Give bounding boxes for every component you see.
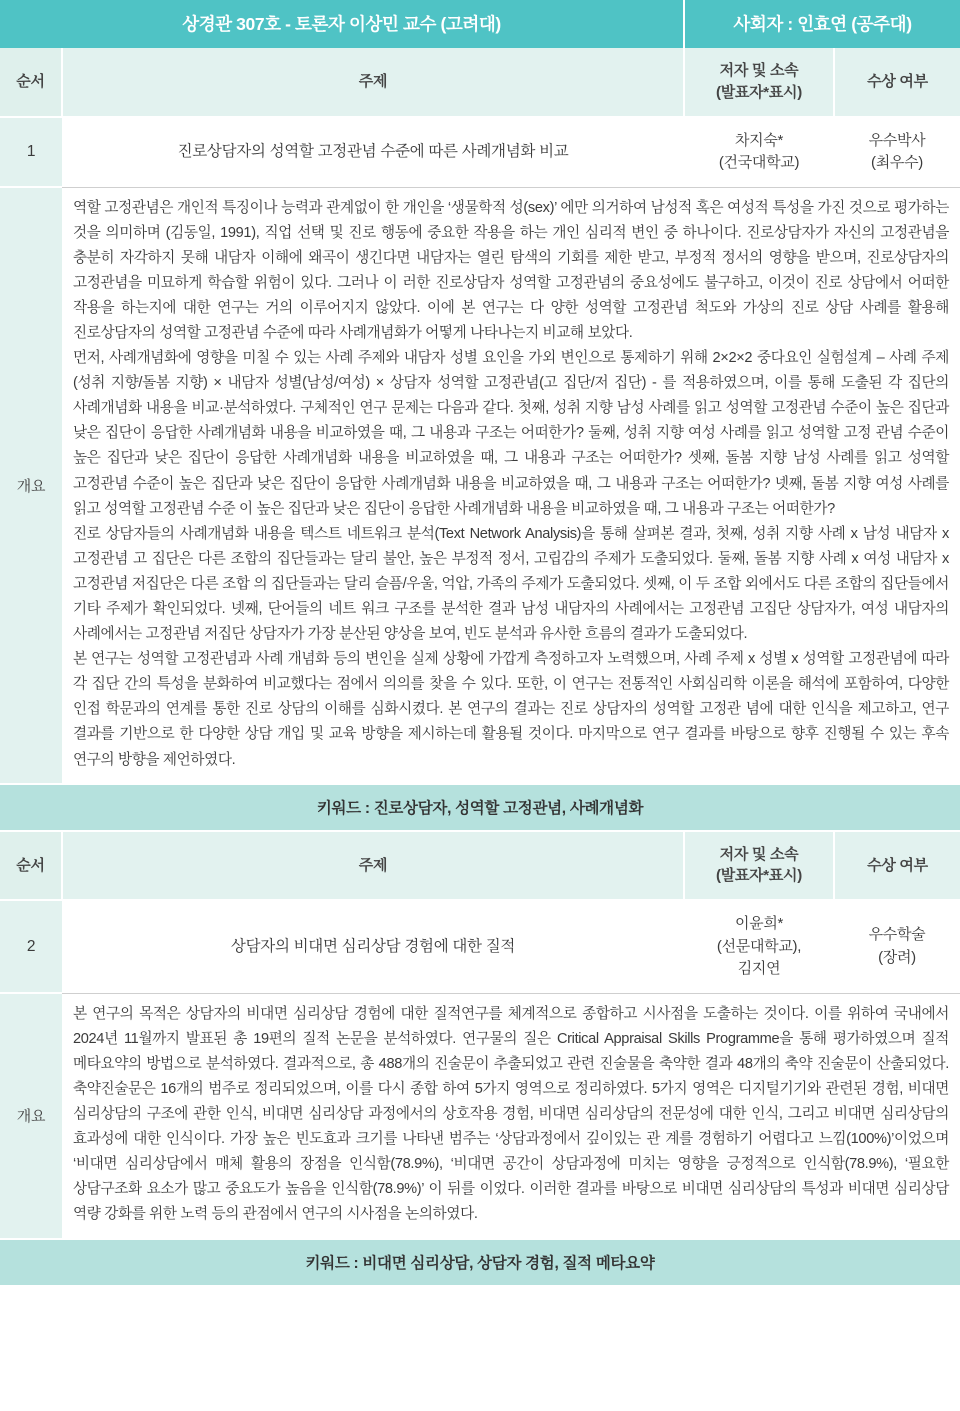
abstract-paragraph: 역할 고정관념은 개인적 특징이나 능력과 관계없이 한 개인을 ‘생물학적 성(sex)’ 에만 의거하여 남성적 혹은 여성적 특성을 가진 것으로 평가하는 것을 의미하며 (김동일, 1991), 직업 선택 및 진로 행동에 중요한 작용을 하는 개인 심리적 변인 중 하나이다. 진로상담자가 자신의 고정관념을 충분히 자각하지 못해 내담자 이해에 왜곡이 생긴다면 내담자는 열린 탐색의 기회를 제한 받고, 부정적 정서의 영향을 받으며, 진로상담자의 고정관념을 미묘하게 학습할 위험이 있다. 그러나 이 러한 진로상담자 성역할 고정관념의 중요성에도 불구하고, 이것이 진로 상담에서 어떠한 작용을 하는지에 대한 연구는 거의 이루어지지 않았다. 이에 본 연구는 다 양한 성역할 고정관념 척도와 가상의 진로 상담 사례를 활용해 진로상담자의 성역할 고정관념 수준에 따라 사례개념화가 어떻게 나타나는지 비교해 보았다. [73,199,949,341]
abstract-paragraph: 본 연구의 목적은 상담자의 비대면 심리상담 경험에 대한 질적연구를 체계적으로 종합하고 시사점을 도출하는 것이다. 이를 위하여 국내에서 2024년 11월까지 발표된 총 19편의 질적 논문을 분석하였다. 연구물의 질은 Critical Appraisal Skills Programme을 통해 평가하였으며 질적 메타요약의 방법으로 분석하였다. 결과적으로, 총 488개의 진술문이 추출되었고 관련 진술물을 축약한 결과 48개의 축약 진술문이 산출되었다. 축약진술문은 16개의 범주로 정리되었으며, 이를 다시 종합 하여 5가지 영역으로 정리하였다. 5가지 영역은 디지털기기와 관련된 경험, 비대면 심리상담의 구조에 관한 인식, 비대면 심리상담 과정에서의 상호작용 경험, 비대면 심리상담의 전문성에 대한 인식, 그리고 비대면 심리상담의 효과성에 대한 인식이다. 가장 높은 빈도효과 크기를 나타낸 범주는 ‘상담과정에서 깊이있는 관 계를 경험하기 어렵다고 느낌(100%)’이었으며 ‘비대면 심리상담에서 매체 활용의 장점을 인식함(78.9%), ‘비대면 공간이 상담과정에 미치는 영향을 긍정적으로 인식함(78.9%), ‘필요한 상담구조화 요소가 많고 중요도가 높음을 인식함(78.9%)’ 이 뒤를 이었다. 이러한 결과를 바탕으로 비대면 심리상담의 특성과 비대면 심리상담 역량 강화를 위한 노력 등의 관점에서 연구의 시사점을 논의하였다. [73,1005,949,1223]
keyword-strip: 키워드 : 비대면 심리상담, 상담자 경험, 질적 메타요약 [0,1239,960,1286]
column-header-topic: 주제 [62,832,684,901]
column-header-topic: 주제 [62,48,684,117]
affiliation-line: (선문대학교), [716,937,802,955]
keyword-row [0,1239,960,1286]
column-header-author-line1: 저자 및 소속 [719,845,799,863]
session-room-label: 상경관 307호 - 토론자 이상민 교수 (고려대) [0,0,684,48]
table-row [0,117,960,188]
abstract-row [0,993,960,1238]
abstract-body [62,187,960,784]
keyword-row [0,784,960,831]
entry-order-number: 1 [0,117,62,188]
abstract-row [0,187,960,784]
award-line: 우수박사 [868,131,926,149]
session-banner-table [0,0,960,48]
table-row [0,900,960,993]
session-banner-row [0,0,960,48]
column-header-row-2 [0,832,960,901]
entry-table-2 [0,832,960,1287]
coauthor-line: 김지연 [737,960,781,978]
entry-award-status [834,900,960,993]
author-line: 차지숙* [734,131,784,149]
session-moderator-label: 사회자 : 인효연 (공주대) [684,0,960,48]
column-header-author-line2: (발표자*표시) [716,867,802,885]
column-header-award: 수상 여부 [834,48,960,117]
entry-topic-title: 상담자의 비대면 심리상담 경험에 대한 질적 [62,900,684,993]
abstract-paragraph: 먼저, 사례개념화에 영향을 미칠 수 있는 사례 주제와 내담자 성별 요인을 가외 변인으로 통제하기 위해 2×2×2 중다요인 실험설계 – 사례 주제(성취 지향/돌봄 지향) × 내담자 성별(남성/여성) × 상담자 성역할 고정관념(고 집단/저 집단) - 를 적용하였으며, 이를 통해 도출된 각 집단의 사례개념화 내용을 비교·분석하였다. 구체적인 연구 문제는 다음과 같다. 첫째, 성취 지향 남성 사례를 읽고 성역할 고정관념 수준이 높은 집단과 낮은 집단이 응답한 사례개념화 내용을 비교하였을 때, 그 내용과 구조는 어떠한가? 둘째, 성취 지향 여성 사례를 읽고 성역할 고정 관념 수준이 높은 집단과 낮은 집단이 응답한 사례개념화 내용을 비교하였을 때, 그 내용과 구조는 어떠한가? 셋째, 돌봄 지향 남성 사례를 읽고 성역할 고정관념 수준이 높은 집단과 낮은 집단이 응답한 사례개념화 내용을 비교하였을 때, 그 내용과 구조는 어떠한가? 넷째, 돌봄 지향 여성 사례를 읽고 성역할 고정관념 수준 이 높은 집단과 낮은 집단이 응답한 사례개념화 내용을 비교하였을 때, 그 내용과 구조는 어떠한가? [73,350,949,517]
entry-author-affiliation [684,900,834,993]
award-line: 우수학술 [868,926,926,944]
abstract-label: 개요 [0,993,62,1238]
entry-order-number: 2 [0,900,62,993]
award-rank-line: (최우수) [871,154,923,171]
award-rank-line: (장려) [878,948,916,966]
column-header-order: 순서 [0,48,62,117]
column-header-author-line1: 저자 및 소속 [719,62,799,79]
entry-topic-title: 진로상담자의 성역할 고정관념 수준에 따른 사례개념화 비교 [62,117,684,188]
abstract-paragraph: 진로 상담자들의 사례개념화 내용을 텍스트 네트워크 분석(Text Network Analysis)을 통해 살펴본 결과, 첫째, 성취 지향 사례 x 남성 내담자 x 고정관념 고 집단은 다른 조합의 집단들과는 달리 불안, 높은 부정적 정서, 고립감의 주제가 도출되었다. 둘째, 돌봄 지향 사례 x 여성 내담자 x 고정관념 저집단은 다른 조합 의 집단들과는 달리 슬픔/우울, 억압, 가족의 주제가 도출되었다. 셋째, 이 두 조합 외에서도 다른 조합의 집단들에서 기타 주제가 확인되었다. 넷째, 단어들의 네트 워크 구조를 분석한 결과 남성 내담자의 사례에서는 고정관념 고집단 상담자가, 여성 내담자의 사례에서는 고정관념 저집단 상담자가 가장 분산된 양상을 보여, 빈도 분석과 유사한 흐름의 결과가 도출되었다. [73,525,949,643]
affiliation-line: (건국대학교) [718,154,800,171]
column-header-author [684,832,834,901]
abstract-body [62,993,960,1238]
column-header-author-line2: (발표자*표시) [716,83,802,101]
abstract-label: 개요 [0,187,62,784]
entry-author-affiliation [684,117,834,188]
column-header-order: 순서 [0,832,62,901]
column-header-award: 수상 여부 [834,832,960,901]
author-line: 이윤희* [734,915,784,933]
column-header-author [684,48,834,117]
abstract-paragraph: 본 연구는 성역할 고정관념과 사례 개념화 등의 변인을 실제 상황에 가깝게 측정하고자 노력했으며, 사례 주제 x 성별 x 성역할 고정관념에 따라 각 집단 간의 특성을 분화하여 비교했다는 점에서 의의를 찾을 수 있다. 또한, 이 연구는 전통적인 사회심리학 이론을 해석에 포함하여, 다양한 인접 학문과의 연계를 통한 진로 상담의 이해를 심화시켰다. 본 연구의 결과는 진로 상담자의 성역할 고정관 념에 대한 인식을 제고하고, 연구 결과를 기반으로 한 다양한 상담 개입 및 교육 방향을 제시하는데 활용될 것이다. 마지막으로 연구 결과를 바탕으로 향후 진행될 수 있는 후속 연구의 방향을 제언하였다. [73,651,949,768]
entry-award-status [834,117,960,188]
keyword-strip: 키워드 : 진로상담자, 성역할 고정관념, 사례개념화 [0,784,960,831]
column-header-row-1 [0,48,960,117]
entry-table-1 [0,48,960,832]
